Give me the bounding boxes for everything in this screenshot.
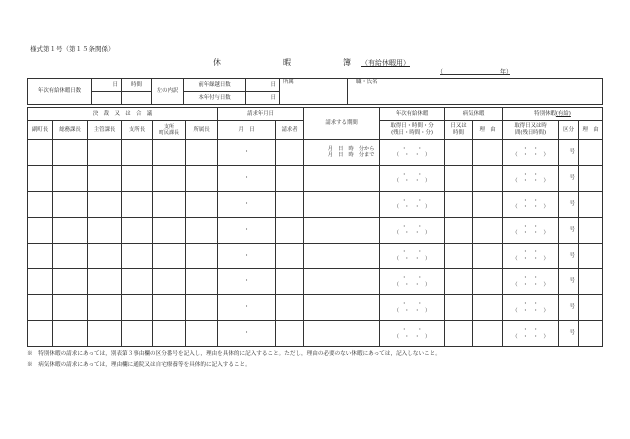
- approval-stamp-cell[interactable]: [153, 269, 186, 295]
- requester-cell[interactable]: [276, 269, 304, 295]
- sick-days-cell[interactable]: [445, 243, 473, 269]
- special-reason-cell[interactable]: [579, 217, 603, 243]
- approval-stamp-cell[interactable]: [88, 243, 122, 269]
- special-reason-cell[interactable]: [579, 269, 603, 295]
- approver-branch-chief: 支所長: [122, 121, 153, 140]
- special-leave-cell[interactable]: [503, 191, 559, 217]
- approval-stamp-cell[interactable]: [88, 191, 122, 217]
- request-date-cell[interactable]: [218, 269, 276, 295]
- title-char-3: 簿: [343, 58, 351, 67]
- annual-remaining: （ ・ ・ ）: [393, 307, 431, 314]
- annual-leave-days-label: 年次有給休暇日数: [28, 79, 92, 105]
- approval-stamp-cell[interactable]: [186, 321, 218, 347]
- affiliation-field[interactable]: 所属: [280, 79, 348, 105]
- special-leave-cell[interactable]: [503, 217, 559, 243]
- sick-reason-cell[interactable]: [473, 165, 503, 191]
- special-detail-header: 取得日又は時 間(残日時間): [503, 121, 559, 140]
- annual-taken: ・ ・: [401, 249, 423, 256]
- granted-days-unit: 日: [246, 92, 280, 105]
- special-class-cell[interactable]: [559, 295, 579, 321]
- annual-taken: ・ ・: [401, 145, 423, 152]
- table-row: [28, 140, 603, 166]
- approval-stamp-cell[interactable]: [122, 295, 153, 321]
- date-separator: ・: [243, 149, 250, 156]
- approval-stamp-cell[interactable]: [53, 140, 88, 166]
- special-remaining: （ ・ ・ ）: [512, 178, 549, 185]
- approval-stamp-cell[interactable]: [122, 321, 153, 347]
- annual-taken: ・ ・: [401, 171, 423, 178]
- approver-deputy-mayor: 副町長: [28, 121, 53, 140]
- special-reason-cell[interactable]: [579, 321, 603, 347]
- period-header: 請求する期間: [304, 108, 380, 140]
- special-remaining: （ ・ ・ ）: [512, 152, 549, 159]
- annual-remaining: （ ・ ・ ）: [393, 230, 431, 237]
- footnotes: [27, 349, 441, 370]
- period-cell[interactable]: [304, 165, 380, 191]
- request-date-cell[interactable]: [218, 191, 276, 217]
- special-leave-cell[interactable]: [503, 269, 559, 295]
- date-separator: ・: [243, 330, 250, 337]
- special-class-cell[interactable]: [559, 243, 579, 269]
- sick-days-cell[interactable]: [445, 295, 473, 321]
- special-taken: ・ ・: [522, 145, 539, 152]
- approval-stamp-cell[interactable]: [153, 217, 186, 243]
- special-taken: ・ ・: [522, 327, 539, 334]
- special-class-cell[interactable]: [559, 191, 579, 217]
- period-cell[interactable]: [304, 321, 380, 347]
- annual-remaining: （ ・ ・ ）: [393, 204, 431, 211]
- special-leave-cell[interactable]: [503, 321, 559, 347]
- request-date-cell[interactable]: [218, 140, 276, 166]
- title-char-1: 休: [213, 58, 221, 67]
- approval-stamp-cell[interactable]: [186, 140, 218, 166]
- special-leave-header: [503, 108, 603, 121]
- annual-leave-cell[interactable]: [380, 243, 445, 269]
- requester-cell[interactable]: [276, 295, 304, 321]
- request-date-header: 請求年月日: [218, 108, 304, 121]
- approval-stamp-cell[interactable]: [28, 295, 53, 321]
- sick-reason-cell[interactable]: [473, 191, 503, 217]
- title-char-2: 暇: [283, 58, 291, 67]
- approval-stamp-cell[interactable]: [88, 295, 122, 321]
- requester-cell[interactable]: [276, 321, 304, 347]
- special-taken: ・ ・: [522, 275, 539, 282]
- approval-stamp-cell[interactable]: [53, 191, 88, 217]
- approval-stamp-cell[interactable]: [88, 321, 122, 347]
- annual-leave-cell[interactable]: [380, 295, 445, 321]
- year-underline: [440, 74, 510, 75]
- sick-reason-cell[interactable]: [473, 321, 503, 347]
- approval-stamp-cell[interactable]: [122, 191, 153, 217]
- annual-remaining: （ ・ ・ ）: [393, 178, 431, 185]
- period-from: 月 日 時 分から: [327, 145, 375, 152]
- period-to: 月 日 時 分まで: [327, 152, 375, 159]
- annual-detail-header: 取得日・時間・分 (残日・時間・分): [380, 121, 445, 140]
- approval-stamp-cell[interactable]: [28, 140, 53, 166]
- annual-remaining: （ ・ ・ ）: [393, 333, 431, 340]
- special-taken: ・ ・: [522, 223, 539, 230]
- leave-request-table: [27, 107, 603, 347]
- approval-stamp-cell[interactable]: [53, 269, 88, 295]
- sick-days-cell[interactable]: [445, 140, 473, 166]
- class-unit: 号: [569, 200, 576, 207]
- annual-hours-value[interactable]: [122, 92, 152, 105]
- footnote-special-leave: ※ 特別休暇の請求にあっては，別表第３事由欄の区分番号を記入し，理由を具体的に記入すること。ただし，理由の必要のない休暇にあっては，記入しないこと。: [27, 351, 441, 357]
- period-cell[interactable]: [304, 295, 380, 321]
- special-class-cell[interactable]: [559, 321, 579, 347]
- sick-days-cell[interactable]: [445, 165, 473, 191]
- sick-reason-cell[interactable]: [473, 140, 503, 166]
- annual-remaining: （ ・ ・ ）: [393, 152, 431, 159]
- approval-stamp-cell[interactable]: [122, 243, 153, 269]
- special-reason-cell[interactable]: [579, 295, 603, 321]
- annual-leave-cell[interactable]: [380, 140, 445, 166]
- position-name-field[interactable]: 職・氏名: [348, 79, 603, 105]
- breakdown-label: 左の内訳: [152, 79, 184, 105]
- approval-stamp-cell[interactable]: [153, 165, 186, 191]
- sick-days-cell[interactable]: [445, 269, 473, 295]
- special-leave-paid: (有給): [555, 110, 571, 117]
- table-row: [28, 191, 603, 217]
- leave-summary-table: [27, 78, 603, 105]
- request-date-cell[interactable]: [218, 243, 276, 269]
- special-remaining: （ ・ ・ ）: [512, 333, 549, 340]
- approver-section-chief: 主管課長: [88, 121, 122, 140]
- table-row: [28, 243, 603, 269]
- special-remaining: （ ・ ・ ）: [512, 204, 549, 211]
- class-unit: 号: [569, 278, 576, 285]
- class-unit: 号: [569, 304, 576, 311]
- special-reason-cell[interactable]: [579, 140, 603, 166]
- sick-days-header: 日又は 時間: [445, 121, 473, 140]
- approval-stamp-cell[interactable]: [186, 191, 218, 217]
- approval-stamp-cell[interactable]: [53, 217, 88, 243]
- approval-stamp-cell[interactable]: [53, 295, 88, 321]
- special-taken: ・ ・: [522, 197, 539, 204]
- approval-stamp-cell[interactable]: [122, 140, 153, 166]
- request-date-cell[interactable]: [218, 217, 276, 243]
- approval-stamp-cell[interactable]: [88, 140, 122, 166]
- title-subtitle: （有給休暇用）: [361, 59, 410, 67]
- approval-stamp-cell[interactable]: [153, 140, 186, 166]
- approval-stamp-cell[interactable]: [28, 191, 53, 217]
- carryover-days-label: 前年繰越日数: [184, 79, 246, 92]
- class-unit: 号: [569, 226, 576, 233]
- approval-stamp-cell[interactable]: [153, 243, 186, 269]
- class-unit: 号: [569, 149, 576, 156]
- granted-days-label: 本年付与日数: [184, 92, 246, 105]
- date-separator: ・: [243, 304, 250, 311]
- special-reason-cell[interactable]: [579, 191, 603, 217]
- requester-cell[interactable]: [276, 217, 304, 243]
- request-date-cell[interactable]: [218, 295, 276, 321]
- annual-taken: ・ ・: [401, 275, 423, 282]
- annual-taken: ・ ・: [401, 301, 423, 308]
- annual-leave-cell[interactable]: [380, 191, 445, 217]
- approval-stamp-cell[interactable]: [153, 321, 186, 347]
- request-date-cell[interactable]: [218, 165, 276, 191]
- approver-branch-citizen-chief: 支所 町民課長: [153, 121, 186, 140]
- approval-stamp-cell[interactable]: [186, 165, 218, 191]
- table-row: [28, 217, 603, 243]
- date-separator: ・: [243, 200, 250, 207]
- approval-stamp-cell[interactable]: [186, 269, 218, 295]
- approval-stamp-cell[interactable]: [28, 321, 53, 347]
- requester-cell[interactable]: [276, 191, 304, 217]
- annual-leave-cell[interactable]: [380, 269, 445, 295]
- requester-cell[interactable]: [276, 140, 304, 166]
- period-cell[interactable]: [304, 140, 380, 166]
- form-number: 様式第１号（第１５条関係）: [30, 45, 115, 53]
- date-separator: ・: [243, 174, 250, 181]
- special-remaining: （ ・ ・ ）: [512, 230, 549, 237]
- special-reason-header: 理 由: [579, 121, 603, 140]
- approval-stamp-cell[interactable]: [28, 243, 53, 269]
- year-open: （: [437, 69, 444, 76]
- approval-stamp-cell[interactable]: [53, 165, 88, 191]
- table-row: [28, 269, 603, 295]
- sick-days-cell[interactable]: [445, 217, 473, 243]
- annual-taken: ・ ・: [401, 327, 423, 334]
- annual-leave-header: 年次有給休暇: [380, 108, 445, 121]
- special-class-cell[interactable]: [559, 217, 579, 243]
- approver-department-head: 所属長: [186, 121, 218, 140]
- approval-stamp-cell[interactable]: [153, 295, 186, 321]
- carryover-days-unit: 日: [246, 79, 280, 92]
- approval-stamp-cell[interactable]: [88, 217, 122, 243]
- special-leave-title: 特別休暇: [534, 110, 556, 117]
- annual-leave-cell[interactable]: [380, 321, 445, 347]
- period-cell[interactable]: [304, 243, 380, 269]
- approval-stamp-cell[interactable]: [28, 217, 53, 243]
- approval-stamp-cell[interactable]: [53, 243, 88, 269]
- date-separator: ・: [243, 278, 250, 285]
- special-remaining: （ ・ ・ ）: [512, 255, 549, 262]
- sick-reason-cell[interactable]: [473, 217, 503, 243]
- approval-stamp-cell[interactable]: [122, 165, 153, 191]
- special-class-cell[interactable]: [559, 269, 579, 295]
- special-remaining: （ ・ ・ ）: [512, 307, 549, 314]
- annual-remaining: （ ・ ・ ）: [393, 255, 431, 262]
- footnote-sick-leave: ※ 病気休暇の請求にあっては，理由欄に通院又は自宅療養等を具体的に記入すること。: [27, 361, 251, 368]
- approval-stamp-cell[interactable]: [186, 243, 218, 269]
- approval-stamp-cell[interactable]: [186, 295, 218, 321]
- date-separator: ・: [243, 226, 250, 233]
- special-leave-cell[interactable]: [503, 140, 559, 166]
- special-reason-cell[interactable]: [579, 165, 603, 191]
- sick-leave-header: 病気休暇: [445, 108, 503, 121]
- special-class-cell[interactable]: [559, 140, 579, 166]
- annual-taken: ・ ・: [401, 197, 423, 204]
- sick-reason-cell[interactable]: [473, 243, 503, 269]
- requester-header: 請求者: [276, 121, 304, 140]
- date-separator: ・: [243, 252, 250, 259]
- approval-stamp-cell[interactable]: [186, 217, 218, 243]
- approval-stamp-cell[interactable]: [53, 321, 88, 347]
- special-class-cell[interactable]: [559, 165, 579, 191]
- period-cell[interactable]: [304, 217, 380, 243]
- request-month-day-header: 月 日: [218, 121, 276, 140]
- class-unit: 号: [569, 252, 576, 259]
- class-unit: 号: [569, 174, 576, 181]
- annual-hours-unit: 時間: [122, 79, 152, 92]
- special-reason-cell[interactable]: [579, 243, 603, 269]
- approval-stamp-cell[interactable]: [88, 269, 122, 295]
- annual-taken: ・ ・: [401, 223, 423, 230]
- sick-reason-header: 理 由: [473, 121, 503, 140]
- approval-group-header: 決 裁 又 は 合 議: [28, 108, 218, 121]
- special-leave-cell[interactable]: [503, 243, 559, 269]
- period-cell[interactable]: [304, 269, 380, 295]
- special-leave-cell[interactable]: [503, 165, 559, 191]
- special-taken: ・ ・: [522, 171, 539, 178]
- class-unit: 号: [569, 330, 576, 337]
- annual-days-value[interactable]: [92, 92, 122, 105]
- annual-remaining: （ ・ ・ ）: [393, 281, 431, 288]
- sick-days-cell[interactable]: [445, 191, 473, 217]
- approval-stamp-cell[interactable]: [88, 165, 122, 191]
- special-remaining: （ ・ ・ ）: [512, 281, 549, 288]
- annual-days-unit: 日: [92, 79, 122, 92]
- period-cell[interactable]: [304, 191, 380, 217]
- approval-stamp-cell[interactable]: [122, 217, 153, 243]
- approver-general-affairs: 総務課長: [53, 121, 88, 140]
- table-row: [28, 295, 603, 321]
- annual-leave-cell[interactable]: [380, 217, 445, 243]
- sick-reason-cell[interactable]: [473, 295, 503, 321]
- sick-reason-cell[interactable]: [473, 269, 503, 295]
- approval-stamp-cell[interactable]: [28, 165, 53, 191]
- request-date-cell[interactable]: [218, 321, 276, 347]
- year-close: 年）: [500, 69, 513, 76]
- annual-leave-cell[interactable]: [380, 165, 445, 191]
- special-taken: ・ ・: [522, 249, 539, 256]
- special-leave-cell[interactable]: [503, 295, 559, 321]
- table-row: [28, 165, 603, 191]
- approval-stamp-cell[interactable]: [122, 269, 153, 295]
- requester-cell[interactable]: [276, 165, 304, 191]
- form-title: [0, 57, 630, 69]
- special-taken: ・ ・: [522, 301, 539, 308]
- table-row: [28, 321, 603, 347]
- approval-stamp-cell[interactable]: [153, 191, 186, 217]
- requester-cell[interactable]: [276, 243, 304, 269]
- special-class-header: 区分: [559, 121, 579, 140]
- approval-stamp-cell[interactable]: [28, 269, 53, 295]
- sick-days-cell[interactable]: [445, 321, 473, 347]
